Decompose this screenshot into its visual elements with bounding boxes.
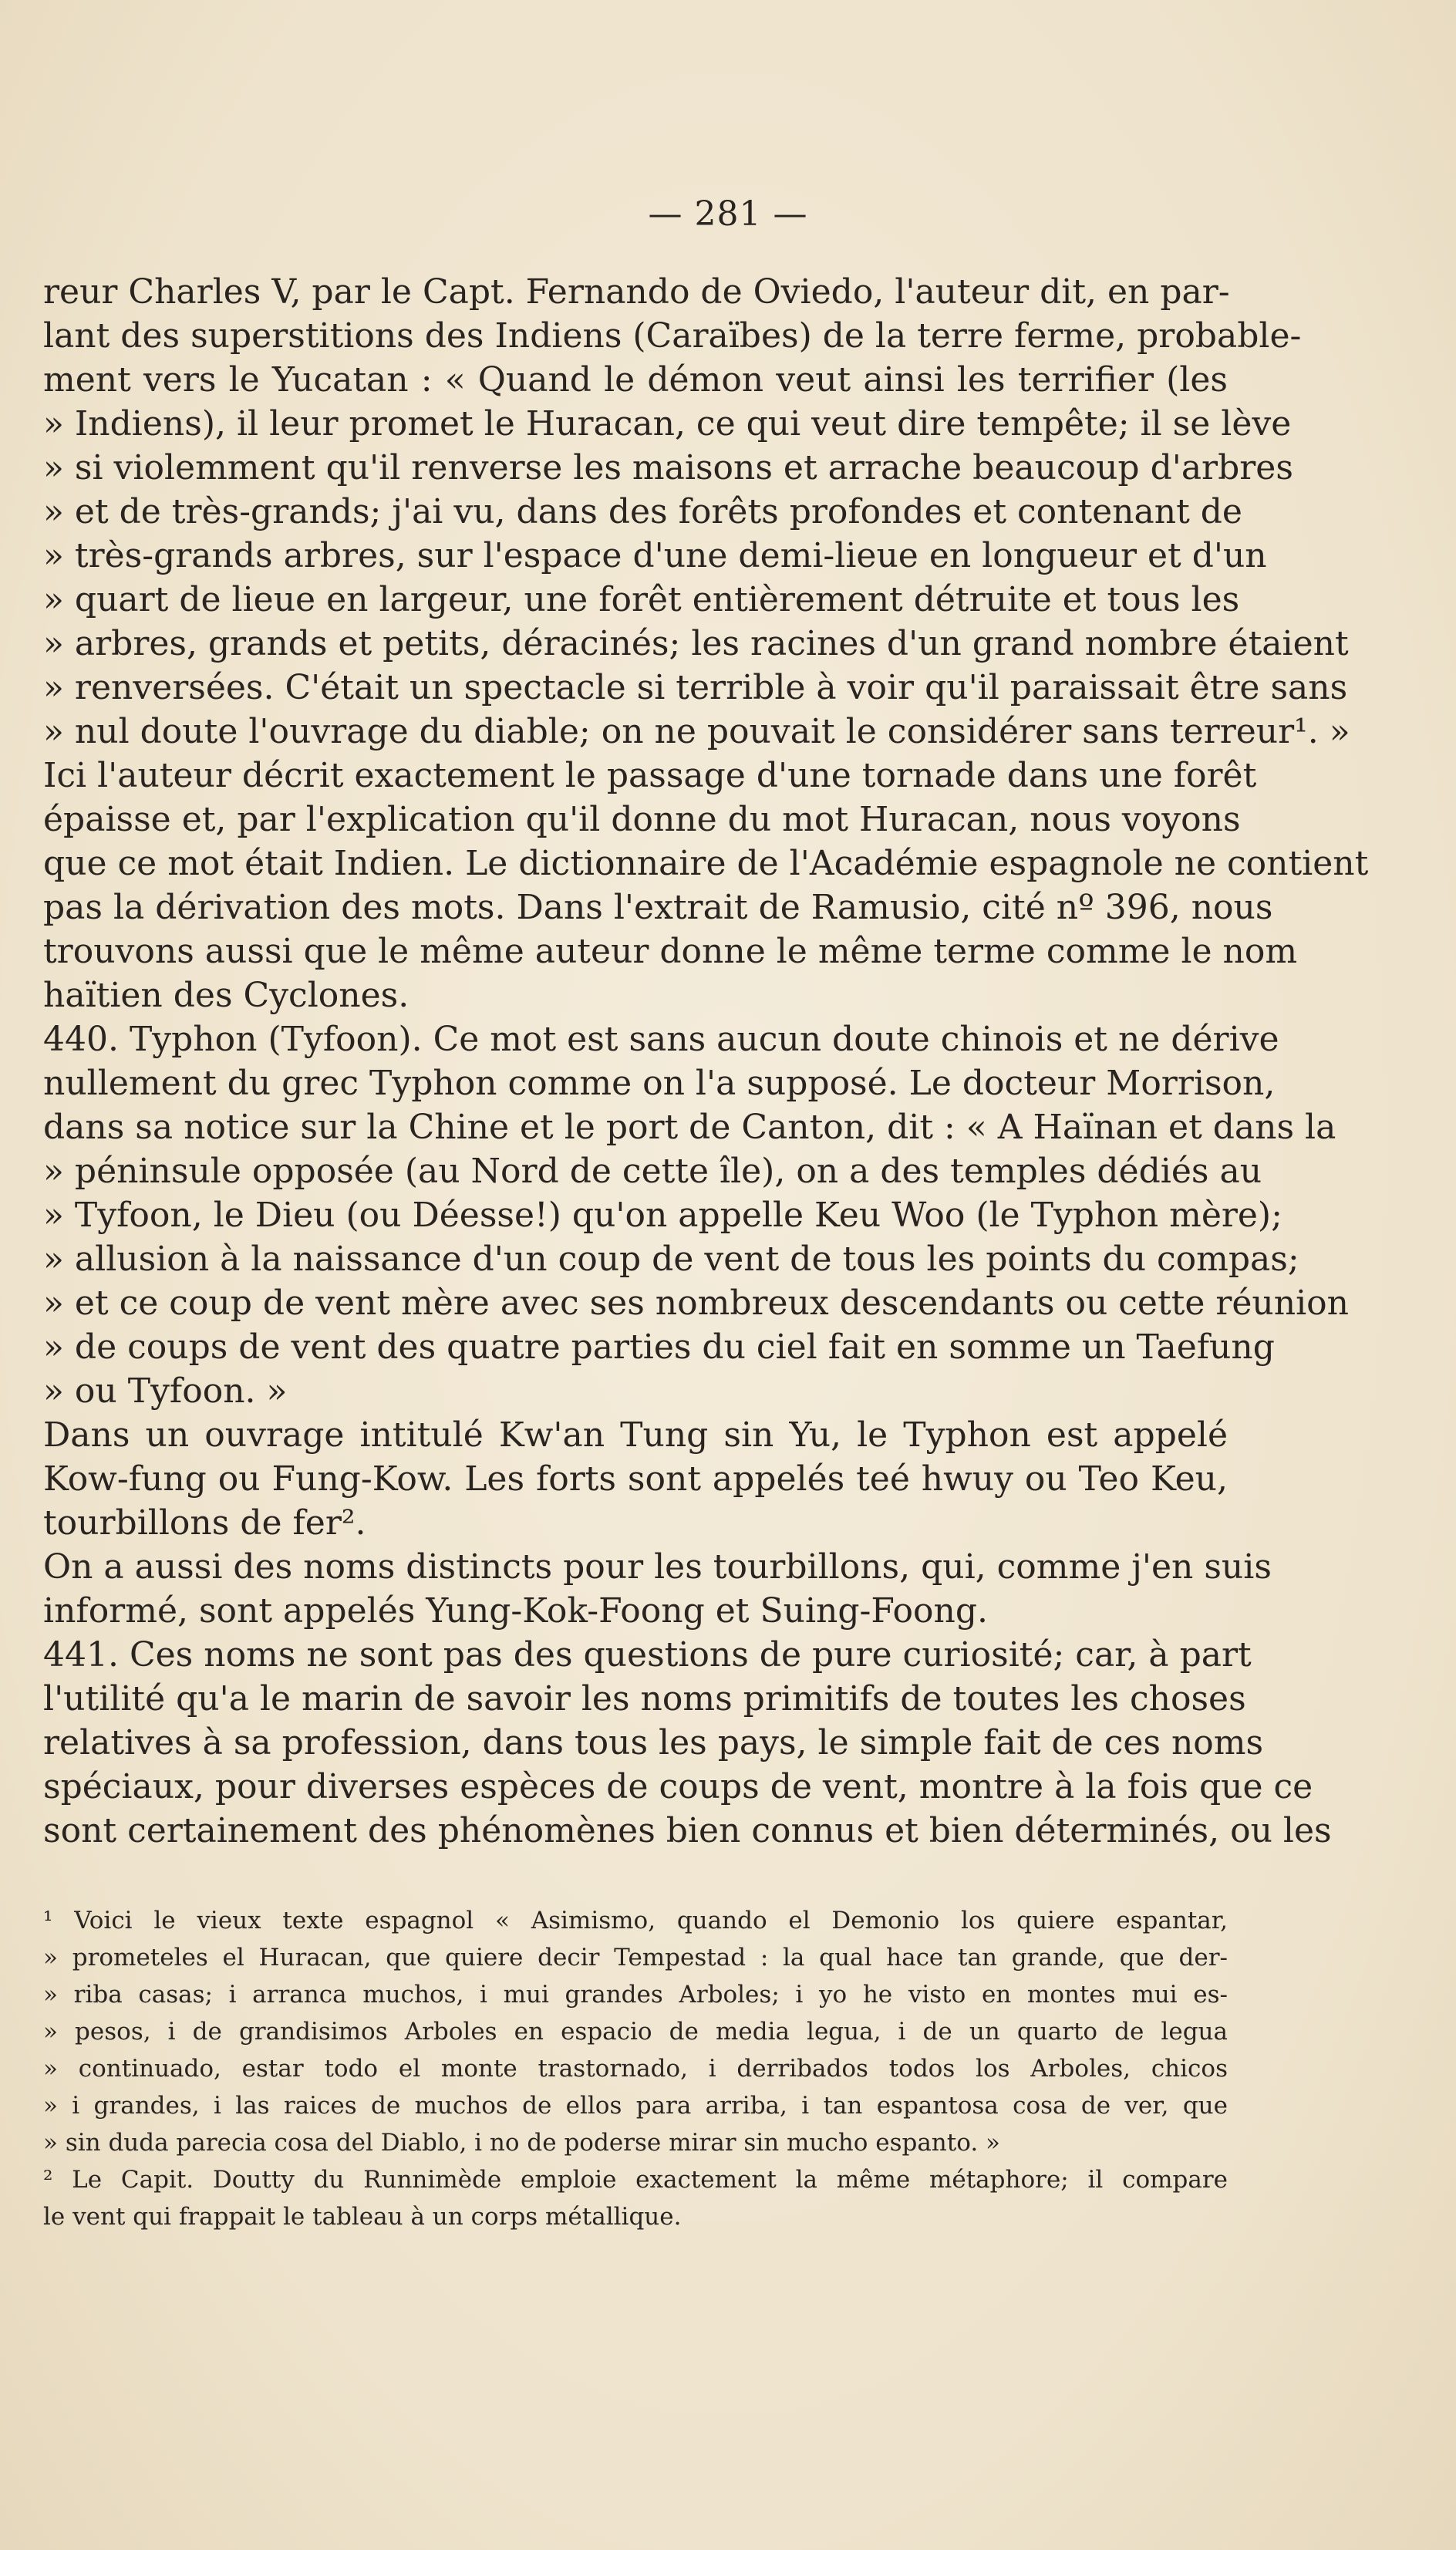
footnote-line: » riba casas; i arranca muchos, i mui grandes Arboles; i yo he visto en montes mui es- — [43, 1981, 1228, 2009]
text-line: » et ce coup de vent mère avec ses nombreux descendants ou cette réunion — [43, 1283, 1350, 1323]
page-number: — 281 — — [648, 194, 808, 234]
text-line: » Tyfoon, le Dieu (ou Déesse!) qu'on appelle Keu Woo (le Typhon mère); — [43, 1196, 1282, 1235]
text-line: que ce mot était Indien. Le dictionnaire de l'Académie espagnole ne contient — [43, 844, 1369, 883]
text-line: » très-grands arbres, sur l'espace d'une demi-lieue en longueur et d'un — [43, 536, 1267, 575]
text-line: » allusion à la naissance d'un coup de vent de tous les points du compas; — [43, 1240, 1299, 1279]
text-line: 440. Typhon (Tyfoon). Ce mot est sans aucun doute chinois et ne dérive — [43, 1020, 1279, 1059]
text-line: » nul doute l'ouvrage du diable; on ne pouvait le considérer sans terreur¹. » — [43, 712, 1350, 751]
text-line: Kow-fung ou Fung-Kow. Les forts sont appelés teé hwuy ou Teo Keu, — [43, 1459, 1228, 1499]
text-line: reur Charles V, par le Capt. Fernando de Oviedo, l'auteur dit, en par- — [43, 272, 1230, 312]
text-line: haïtien des Cyclones. — [43, 976, 410, 1015]
text-line: Ici l'auteur décrit exactement le passage d'une tornade dans une forêt — [43, 756, 1257, 795]
text-line: 441. Ces noms ne sont pas des questions de pure curiosité; car, à part — [43, 1635, 1252, 1675]
text-line: » péninsule opposée (au Nord de cette île), on a des temples dédiés au — [43, 1152, 1262, 1191]
text-line: épaisse et, par l'explication qu'il donne du mot Huracan, nous voyons — [43, 800, 1241, 839]
text-line: dans sa notice sur la Chine et le port de Canton, dit : « A Haïnan et dans la — [43, 1108, 1336, 1147]
text-line: » de coups de vent des quatre parties du ciel fait en somme un Taefung — [43, 1327, 1275, 1367]
text-line: On a aussi des noms distincts pour les tourbillons, qui, comme j'en suis — [43, 1547, 1272, 1587]
text-line: ment vers le Yucatan : « Quand le démon veut ainsi les terrifier (les — [43, 360, 1228, 400]
text-line: trouvons aussi que le même auteur donne le même terme comme le nom — [43, 932, 1298, 971]
text-line: informé, sont appelés Yung-Kok-Foong et Suing-Foong. — [43, 1591, 988, 1631]
footnotes — [43, 1902, 1228, 2235]
text-line: nullement du grec Typhon comme on l'a supposé. Le docteur Morrison, — [43, 1064, 1276, 1103]
text-line: » si violemment qu'il renverse les maisons et arrache beaucoup d'arbres — [43, 448, 1293, 487]
text-line: » et de très-grands; j'ai vu, dans des forêts profondes et contenant de — [43, 492, 1242, 531]
text-line: tourbillons de fer². — [43, 1503, 366, 1543]
footnote-line: » i grandes, i las raices de muchos de ellos para arriba, i tan espantosa cosa de ver, que — [43, 2092, 1228, 2120]
text-line: » ou Tyfoon. » — [43, 1371, 288, 1411]
footnote-line: » sin duda parecia cosa del Diablo, i no de poderse mirar sin mucho espanto. » — [43, 2129, 1001, 2157]
footnote-line: » continuado, estar todo el monte trastornado, i derribados todos los Arboles, chicos — [43, 2055, 1228, 2083]
text-line: » quart de lieue en largeur, une forêt entièrement détruite et tous les — [43, 580, 1240, 619]
text-line: spéciaux, pour diverses espèces de coups de vent, montre à la fois que ce — [43, 1767, 1313, 1806]
text-line: » renversées. C'était un spectacle si terrible à voir qu'il paraissait être sans — [43, 668, 1348, 707]
text-line: Dans un ouvrage intitulé Kw'an Tung sin Yu, le Typhon est appelé — [43, 1415, 1228, 1455]
text-line: » Indiens), il leur promet le Huracan, ce qui veut dire tempête; il se lève — [43, 404, 1292, 444]
footnote-line: le vent qui frappait le tableau à un corps métallique. — [43, 2203, 682, 2231]
text-line: relatives à sa profession, dans tous les pays, le simple fait de ces noms — [43, 1723, 1264, 1762]
text-line: pas la dérivation des mots. Dans l'extrait de Ramusio, cité nº 396, nous — [43, 888, 1273, 927]
text-line: sont certainement des phénomènes bien connus et bien déterminés, ou les — [43, 1811, 1332, 1850]
text-line: lant des superstitions des Indiens (Caraïbes) de la terre ferme, probable- — [43, 316, 1302, 356]
footnote-line: ¹ Voici le vieux texte espagnol « Asimismo, quando el Demonio los quiere espantar, — [43, 1907, 1228, 1934]
footnote-line: » pesos, i de grandisimos Arboles en espacio de media legua, i de un quarto de legua — [43, 2018, 1228, 2046]
main-text — [43, 270, 1369, 1853]
text-line: » arbres, grands et petits, déracinés; les racines d'un grand nombre étaient — [43, 624, 1349, 663]
text-line: l'utilité qu'a le marin de savoir les noms primitifs de toutes les choses — [43, 1679, 1246, 1719]
footnote-line: » prometeles el Huracan, que quiere decir Tempestad : la qual hace tan grande, que der- — [43, 1944, 1228, 1972]
footnote-line: ² Le Capit. Doutty du Runnimède emploie exactement la même métaphore; il compare — [43, 2166, 1228, 2194]
